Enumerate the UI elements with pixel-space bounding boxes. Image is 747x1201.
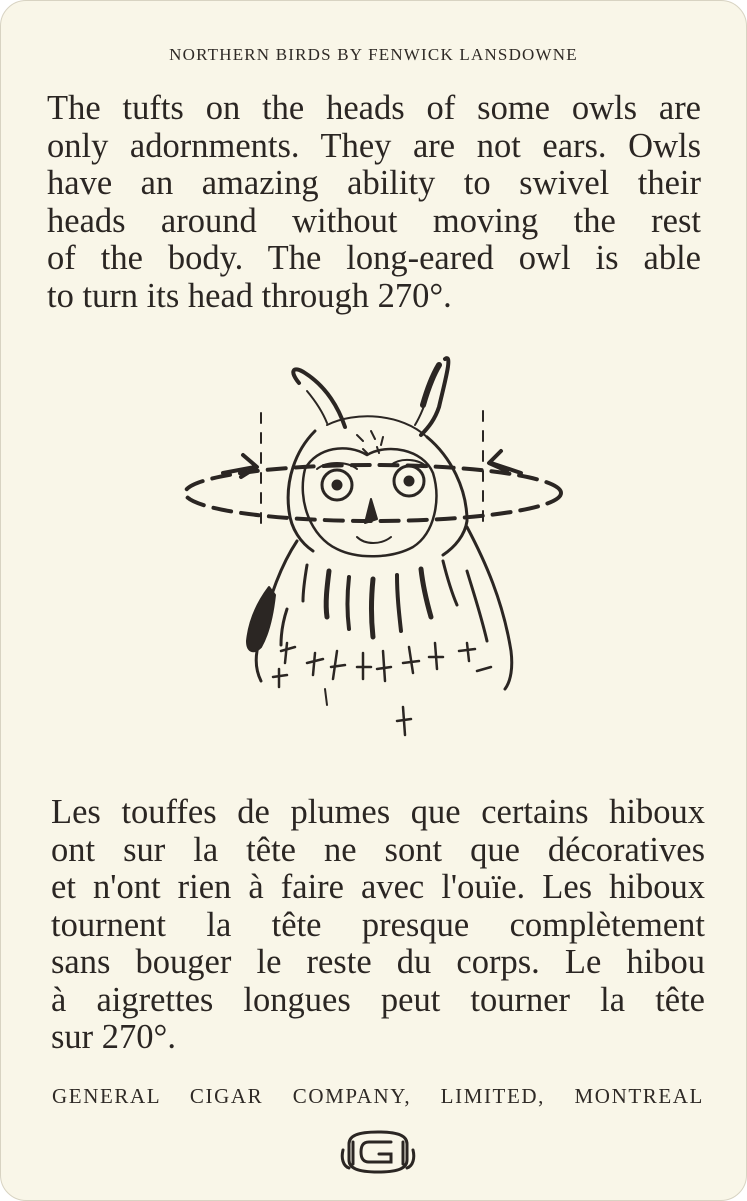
english-line: to turn its head through 270°. [47, 276, 452, 315]
english-line: heads around without moving the rest [47, 201, 701, 240]
english-line: only adornments. They are not ears. Owls [47, 126, 701, 165]
french-line: Les touffes de plumes que certains hiboux [51, 793, 705, 831]
french-line: sur 270°. [51, 1018, 176, 1056]
french-line: ont sur la tête ne sont que décoratives [51, 830, 705, 869]
french-description [51, 794, 705, 1057]
french-line: sans bouger le reste du corps. Le hibou [51, 943, 705, 981]
french-line: et n'ont rien à faire avec l'ouïe. Les hiboux [51, 868, 705, 906]
french-line: tournent la tête presque complètement [51, 905, 705, 944]
series-title: NORTHERN BIRDS BY FENWICK LANSDOWNE [169, 45, 578, 64]
english-line: have an amazing ability to swivel their [47, 164, 701, 202]
english-line: of the body. The long-eared owl is able [47, 239, 701, 277]
french-line: à aigrettes longues peut tourner la tête [51, 980, 705, 1019]
company-name: GENERAL CIGAR COMPANY, LIMITED, MONTREAL [52, 1084, 704, 1108]
general-cigar-logo-icon [339, 1128, 417, 1176]
long-eared-owl-icon [177, 351, 577, 751]
english-description [47, 90, 701, 315]
english-line: The tufts on the heads of some owls are [47, 89, 701, 127]
